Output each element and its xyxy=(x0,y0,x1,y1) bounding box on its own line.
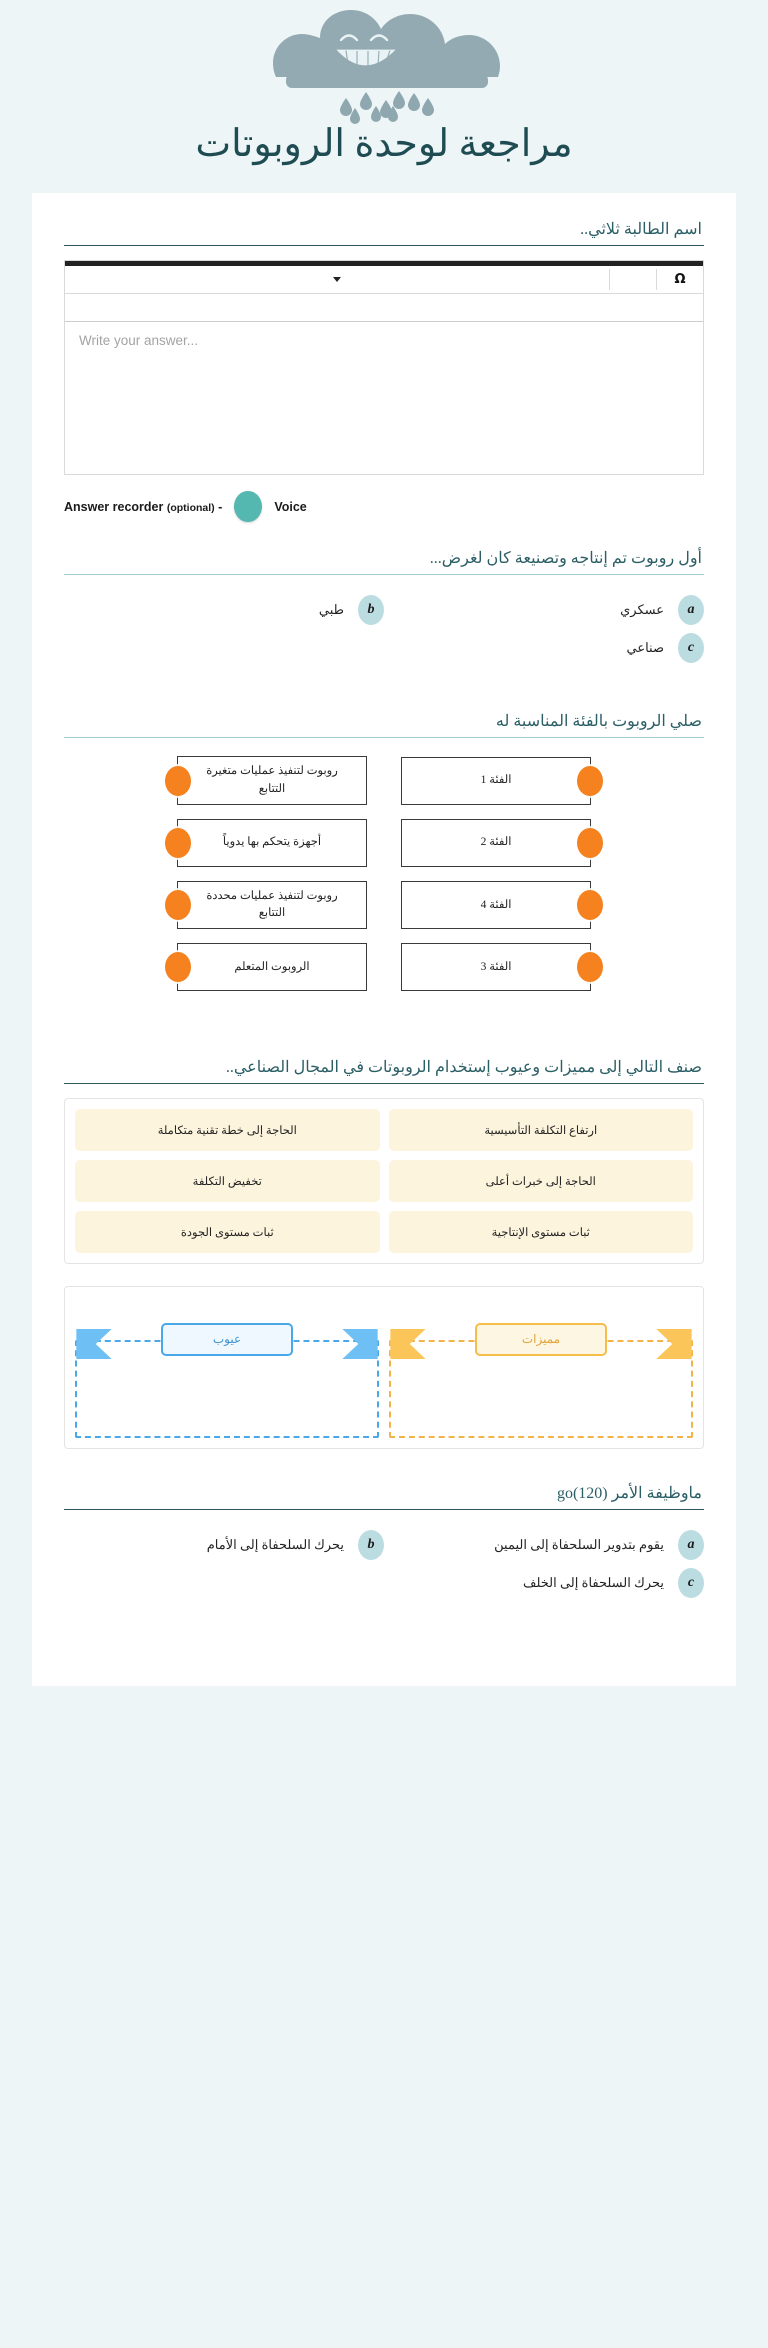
match-card-right[interactable] xyxy=(177,881,367,930)
question-1-title: اسم الطالبة ثلاثي.. xyxy=(580,221,702,239)
matching-row xyxy=(64,756,704,805)
option-c[interactable] xyxy=(384,1568,704,1598)
question-2-title: أول روبوت تم إنتاجه وتصنيعة كان لغرض... xyxy=(429,550,702,568)
option-label: طبي xyxy=(318,602,344,618)
matching-row xyxy=(64,819,704,867)
connector-dot[interactable] xyxy=(577,828,603,858)
match-card-label: الفئة 4 xyxy=(480,898,512,911)
rich-text-editor[interactable] xyxy=(64,260,704,475)
draggable-chip[interactable]: ثبات مستوى الجودة xyxy=(75,1211,380,1253)
question-block-4 xyxy=(64,1057,704,1449)
option-label: صناعي xyxy=(626,640,664,656)
bucket-banner-advantages xyxy=(389,1323,693,1357)
question-5-rule xyxy=(64,1509,704,1510)
option-label: عسكري xyxy=(620,602,664,618)
answer-textarea[interactable]: Write your answer... xyxy=(79,333,199,349)
option-a[interactable] xyxy=(384,595,704,625)
match-card-label: روبوت لتنفيذ عمليات متغيرة التتابع xyxy=(206,765,338,795)
match-card-label: الفئة 1 xyxy=(480,774,512,787)
voice-label: Voice xyxy=(274,499,307,514)
ribbon-tail-left-icon xyxy=(75,1329,113,1359)
option-key-bubble[interactable]: b xyxy=(358,595,384,625)
question-block-3 xyxy=(64,711,704,1045)
option-a[interactable] xyxy=(384,1530,704,1560)
option-key-bubble[interactable]: b xyxy=(358,1530,384,1560)
recorder-optional-text: (optional) xyxy=(166,501,215,514)
draggable-chip[interactable]: ارتفاع التكلفة التأسيسية xyxy=(389,1109,694,1151)
match-card-left[interactable] xyxy=(401,943,591,991)
matching-row xyxy=(64,943,704,991)
match-card-label: الفئة 2 xyxy=(480,836,512,849)
ribbon-tail-right-icon xyxy=(655,1329,693,1359)
question-block-2 xyxy=(64,548,704,699)
draggable-chip[interactable]: الحاجة إلى خطة تقنية متكاملة xyxy=(75,1109,380,1151)
match-card-label: أجهزة يتحكم بها يدوياً xyxy=(222,836,322,849)
question-5-options xyxy=(64,1524,704,1644)
question-2-rule xyxy=(64,574,704,575)
option-b[interactable] xyxy=(64,1530,384,1560)
connector-dot[interactable] xyxy=(165,890,191,920)
chevron-down-icon xyxy=(333,277,341,282)
connector-dot[interactable] xyxy=(165,766,191,796)
draggable-chip[interactable]: تخفيض التكلفة xyxy=(75,1160,380,1202)
question-3-title: صلي الروبوت بالفئة المناسبة له xyxy=(495,713,702,731)
option-label: يقوم بتدوير السلحفاة إلى اليمين xyxy=(494,1537,664,1553)
match-card-left[interactable] xyxy=(401,757,591,805)
connector-dot[interactable] xyxy=(577,890,603,920)
connector-dot[interactable] xyxy=(577,952,603,982)
draggable-items-pool xyxy=(64,1098,704,1264)
answer-recorder xyxy=(64,491,704,522)
connector-dot[interactable] xyxy=(165,952,191,982)
recorder-label-text: Answer recorder xyxy=(64,499,164,514)
option-c[interactable] xyxy=(384,633,704,663)
question-3-rule xyxy=(64,737,704,738)
question-1-rule xyxy=(64,245,704,246)
option-label: يحرك السلحفاة إلى الأمام xyxy=(206,1537,344,1553)
match-card-label: الروبوت المتعلم xyxy=(234,960,310,973)
drop-column-advantages xyxy=(389,1297,693,1438)
question-5-title: ماوظيفة الأمر (go(120 xyxy=(556,1485,702,1503)
option-label: يحرك السلحفاة إلى الخلف xyxy=(523,1575,664,1591)
option-key-bubble[interactable]: c xyxy=(678,633,704,663)
option-b[interactable] xyxy=(64,595,384,625)
page-header xyxy=(0,0,768,193)
option-key-bubble[interactable]: a xyxy=(678,1530,704,1560)
matching-area xyxy=(64,752,704,1045)
bucket-label-advantages: مميزات xyxy=(475,1323,607,1356)
page-title: مراجعة لوحدة الروبوتات xyxy=(195,123,573,165)
cloud-illustration xyxy=(0,8,768,138)
ribbon-tail-left-icon xyxy=(389,1329,427,1359)
question-4-rule xyxy=(64,1083,704,1084)
bucket-label-disadvantages: عيوب xyxy=(161,1323,293,1356)
editor-toolbar-row-2[interactable] xyxy=(65,294,703,322)
match-card-left[interactable] xyxy=(401,819,591,867)
omega-icon: Ω xyxy=(674,272,686,288)
matching-row xyxy=(64,881,704,930)
option-key-bubble[interactable]: c xyxy=(678,1568,704,1598)
recorder-label xyxy=(64,500,222,514)
font-dropdown[interactable] xyxy=(65,266,609,293)
drop-zones-container xyxy=(64,1286,704,1449)
question-2-options xyxy=(64,589,704,699)
recorder-dash: - xyxy=(218,499,223,514)
match-card-right[interactable] xyxy=(177,756,367,805)
rain-cloud-smiling-icon xyxy=(224,8,544,138)
record-button[interactable] xyxy=(234,491,262,522)
draggable-items-grid xyxy=(75,1109,693,1253)
match-card-label: الفئة 3 xyxy=(480,960,512,973)
question-block-1 xyxy=(64,219,704,522)
draggable-chip[interactable]: ثبات مستوى الإنتاجية xyxy=(389,1211,694,1253)
question-block-5 xyxy=(64,1483,704,1644)
special-character-button[interactable] xyxy=(657,266,703,293)
match-card-label: روبوت لتنفيذ عمليات محددة التتابع xyxy=(206,889,338,920)
match-card-left[interactable] xyxy=(401,881,591,929)
drop-column-disadvantages xyxy=(75,1297,379,1438)
draggable-chip[interactable]: الحاجة إلى خبرات أعلى xyxy=(389,1160,694,1202)
connector-dot[interactable] xyxy=(577,766,603,796)
worksheet-body xyxy=(32,193,736,1686)
connector-dot[interactable] xyxy=(165,828,191,858)
question-4-title: صنف التالي إلى مميزات وعيوب إستخدام الروبوتات في المجال الصناعي.. xyxy=(225,1059,702,1077)
ribbon-tail-right-icon xyxy=(341,1329,379,1359)
match-card-right[interactable] xyxy=(177,819,367,867)
option-key-bubble[interactable]: a xyxy=(678,595,704,625)
bucket-banner-disadvantages xyxy=(75,1323,379,1357)
editor-toolbar[interactable] xyxy=(65,266,703,294)
match-card-right[interactable] xyxy=(177,943,367,991)
toolbar-empty-slot[interactable] xyxy=(610,266,656,293)
